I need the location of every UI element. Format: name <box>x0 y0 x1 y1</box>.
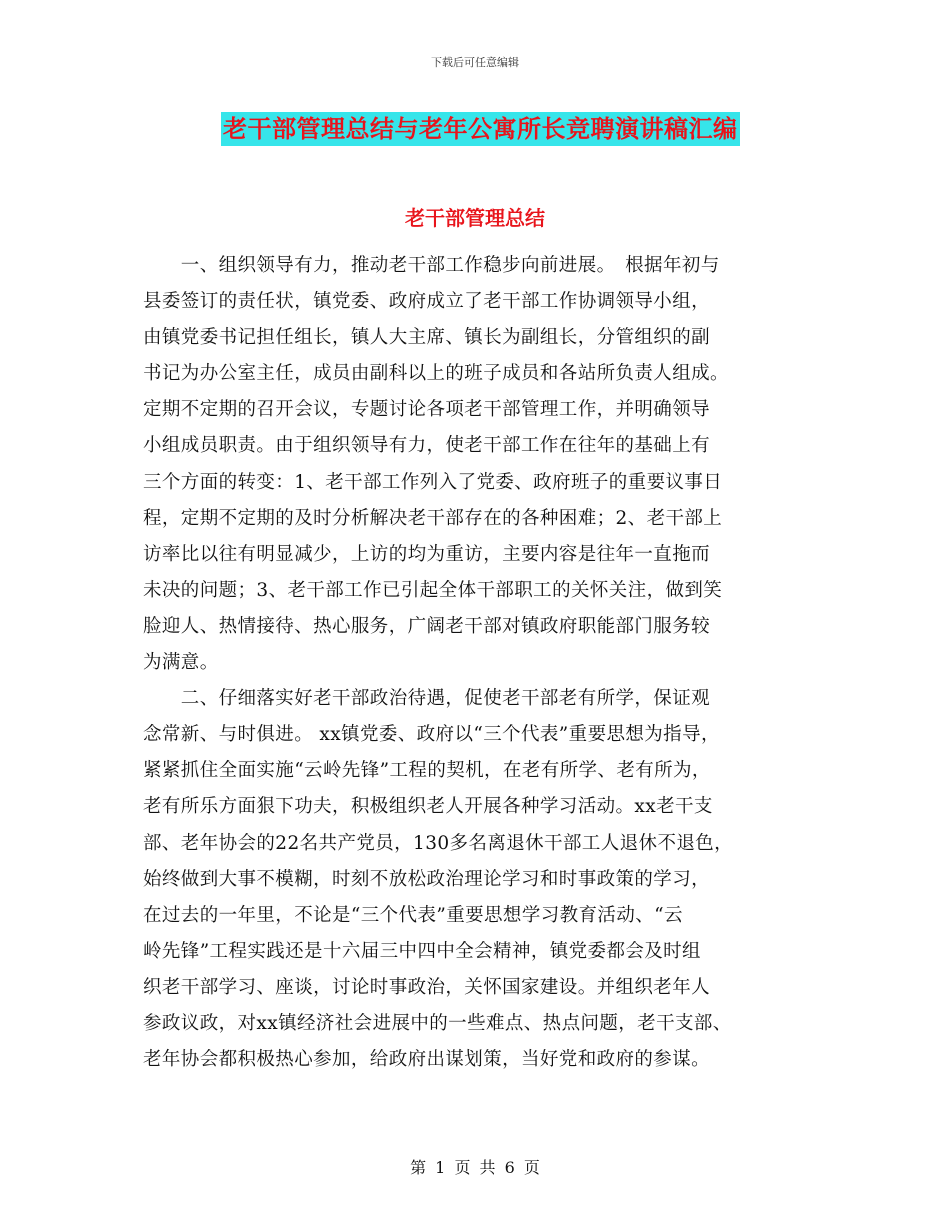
body-line: 为满意。 <box>143 652 219 674</box>
body-line: 由镇党委书记担任组长，镇人大主席、镇长为副组长，分管组织的副 <box>143 327 711 349</box>
body-line: 小组成员职责。由于组织领导有力，使老干部工作在往年的基础上有 <box>143 435 711 457</box>
body-line: 紧紧抓住全面实施“云岭先锋”工程的契机，在老有所学、老有所为， <box>143 760 711 782</box>
body-line: 程，定期不定期的及时分析解决老干部存在的各种困难；2、老干部上 <box>143 507 723 529</box>
body-line: 参政议政，对xx镇经济社会进展中的一些难点、热点问题，老干支部、 <box>143 1012 732 1034</box>
document-title: 老干部管理总结与老年公寓所长竞聘演讲稿汇编 <box>221 112 740 146</box>
body-line: 念常新、与时俱进。 xx镇党委、政府以“三个代表”重要思想为指导， <box>143 724 720 746</box>
body-line: 未决的问题；3、老干部工作已引起全体干部职工的关怀关注，做到笑 <box>143 579 723 601</box>
body-line: 始终做到大事不模糊，时刻不放松政治理论学习和时事政策的学习， <box>143 868 711 890</box>
body-line: 访率比以往有明显减少，上访的均为重访，主要内容是往年一直拖而 <box>143 543 711 565</box>
body-text <box>143 248 823 1078</box>
body-line: 织老干部学习、座谈，讨论时事政治，关怀国家建设。并组织老年人 <box>143 976 711 998</box>
body-line: 定期不定期的召开会议，专题讨论各项老干部管理工作，并明确领导 <box>143 399 711 421</box>
body-line: 在过去的一年里，不论是“三个代表”重要思想学习教育活动、“云 <box>143 904 683 926</box>
body-line: 二、仔细落实好老干部政治待遇，促使老干部老有所学，保证观 <box>143 688 711 710</box>
page-footer: 第 1 页 共 6 页 <box>410 1158 540 1177</box>
body-line: 岭先锋”工程实践还是十六届三中四中全会精神，镇党委都会及时组 <box>143 940 701 962</box>
header-note: 下载后可任意编辑 <box>431 56 519 69</box>
body-line: 脸迎人、热情接待、热心服务，广阔老干部对镇政府职能部门服务较 <box>143 615 711 637</box>
body-line: 老有所乐方面狠下功夫，积极组织老人开展各种学习活动。xx老干支 <box>143 796 713 818</box>
body-line: 部、老年协会的22名共产党员，130多名离退休干部工人退休不退色， <box>143 832 734 854</box>
body-line: 三个方面的转变：1、老干部工作列入了党委、政府班子的重要议事日 <box>143 471 723 493</box>
body-line: 老年协会都积极热心参加，给政府出谋划策，当好党和政府的参谋。 <box>143 1049 711 1071</box>
section-title: 老干部管理总结 <box>405 206 545 230</box>
body-line: 书记为办公室主任，成员由副科以上的班子成员和各站所负责人组成。 <box>143 363 729 385</box>
body-line: 一、组织领导有力，推动老干部工作稳步向前进展。 根据年初与 <box>143 255 720 276</box>
body-line: 县委签订的责任状，镇党委、政府成立了老干部工作协调领导小组， <box>143 291 711 313</box>
